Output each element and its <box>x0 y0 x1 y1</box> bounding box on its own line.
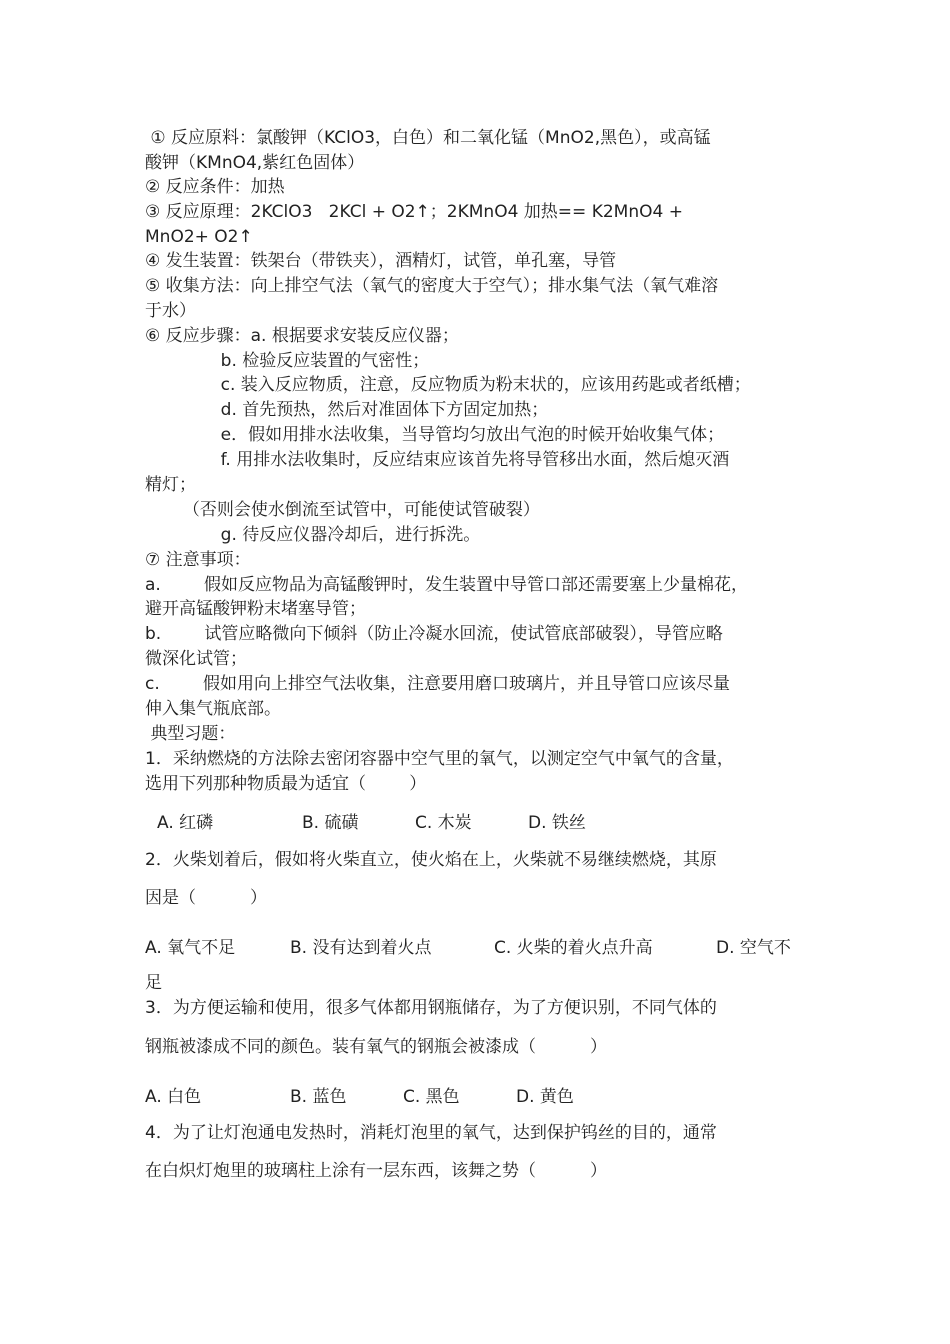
text-line: d. 首先预热，然后对准固体下方固定加热； <box>145 400 549 420</box>
q1-option-d: D. 铁丝 <box>528 813 586 833</box>
text-line: 微深化试管； <box>145 649 247 669</box>
q3-option-a: A. 白色 <box>145 1087 202 1107</box>
text-line: c. 装入反应物质，注意，反应物质为粉末状的，应该用药匙或者纸槽； <box>145 375 751 395</box>
q2-option-d: D. 空气不 <box>716 938 791 958</box>
text-line: （否则会使水倒流至试管中，可能使试管破裂） <box>145 500 540 520</box>
q3-line-2: 钢瓶被漆成不同的颜色。装有氧气的钢瓶会被漆成（ ） <box>145 1037 608 1057</box>
text-line: ④ 发生装置：铁架台（带铁夹），酒精灯，试管，单孔塞，导管 <box>145 251 617 271</box>
text-line: 典型习题： <box>145 724 236 744</box>
text-line: ③ 反应原理：2KClO3 2KCl + O2↑；2KMnO4 加热== K2MnO4 + <box>145 202 683 222</box>
text-line: 于水） <box>145 301 196 321</box>
text-line: ① 反应原料：氯酸钾（KClO3，白色）和二氧化锰（MnO2,黑色），或高锰 <box>145 128 711 148</box>
text-line: 酸钾（KMnO4,紫红色固体） <box>145 153 365 173</box>
q1-option-b: B. 硫磺 <box>302 813 359 833</box>
text-line: 精灯； <box>145 475 196 495</box>
q4-line-1: 4．为了让灯泡通电发热时，消耗灯泡里的氧气，达到保护钨丝的目的，通常 <box>145 1123 717 1143</box>
q1-option-c: C. 木炭 <box>415 813 472 833</box>
q2-option-b: B. 没有达到着火点 <box>290 938 432 958</box>
q4-line-2: 在白炽灯炮里的玻璃柱上涂有一层东西，该舞之势（ ） <box>145 1161 608 1181</box>
text-line: ⑥ 反应步骤：a. 根据要求安装反应仪器； <box>145 326 459 346</box>
text-line: ⑦ 注意事项： <box>145 550 251 570</box>
text-line: 选用下列那种物质最为适宜（ ） <box>145 774 427 794</box>
text-line: ⑤ 收集方法：向上排空气法（氧气的密度大于空气）；排水集气法（氧气难溶 <box>145 276 719 296</box>
text-line: g. 待反应仪器冷却后，进行拆洗。 <box>145 525 481 545</box>
text-line: a. 假如反应物品为高锰酸钾时，发生装置中导管口部还需要塞上少量棉花， <box>145 575 749 595</box>
q3-option-d: D. 黄色 <box>516 1087 574 1107</box>
q3-option-c: C. 黑色 <box>403 1087 460 1107</box>
q2-option-a: A. 氧气不足 <box>145 938 236 958</box>
q2-line-1: 2．火柴划着后，假如将火柴直立，使火焰在上，火柴就不易继续燃烧，其原 <box>145 850 717 870</box>
q3-line-1: 3．为方便运输和使用，很多气体都用钢瓶储存，为了方便识别，不同气体的 <box>145 998 717 1018</box>
q2-option-c: C. 火柴的着火点升高 <box>494 938 653 958</box>
text-line: 避开高锰酸钾粉末堵塞导管； <box>145 599 366 619</box>
text-line: f. 用排水法收集时，反应结束应该首先将导管移出水面，然后熄灭酒 <box>145 450 730 470</box>
text-line: 1．采纳燃烧的方法除去密闭容器中空气里的氧气，以测定空气中氧气的含量， <box>145 749 734 769</box>
q3-option-b: B. 蓝色 <box>290 1087 347 1107</box>
text-line: 伸入集气瓶底部。 <box>145 699 281 719</box>
text-line: c. 假如用向上排空气法收集，注意要用磨口玻璃片，并且导管口应该尽量 <box>145 674 730 694</box>
q2-line-2: 因是（ ） <box>145 888 268 908</box>
text-line: e．假如用排水法收集，当导管均匀放出气泡的时候开始收集气体； <box>145 425 725 445</box>
q1-option-a: A. 红磷 <box>157 813 214 833</box>
q2-option-d-tail: 足 <box>145 973 162 993</box>
text-line: ② 反应条件：加热 <box>145 177 285 197</box>
text-line: b. 试管应略微向下倾斜（防止冷凝水回流，使试管底部破裂），导管应略 <box>145 624 723 644</box>
text-line: b. 检验反应装置的气密性； <box>145 351 430 371</box>
text-line: MnO2+ O2↑ <box>145 227 253 247</box>
